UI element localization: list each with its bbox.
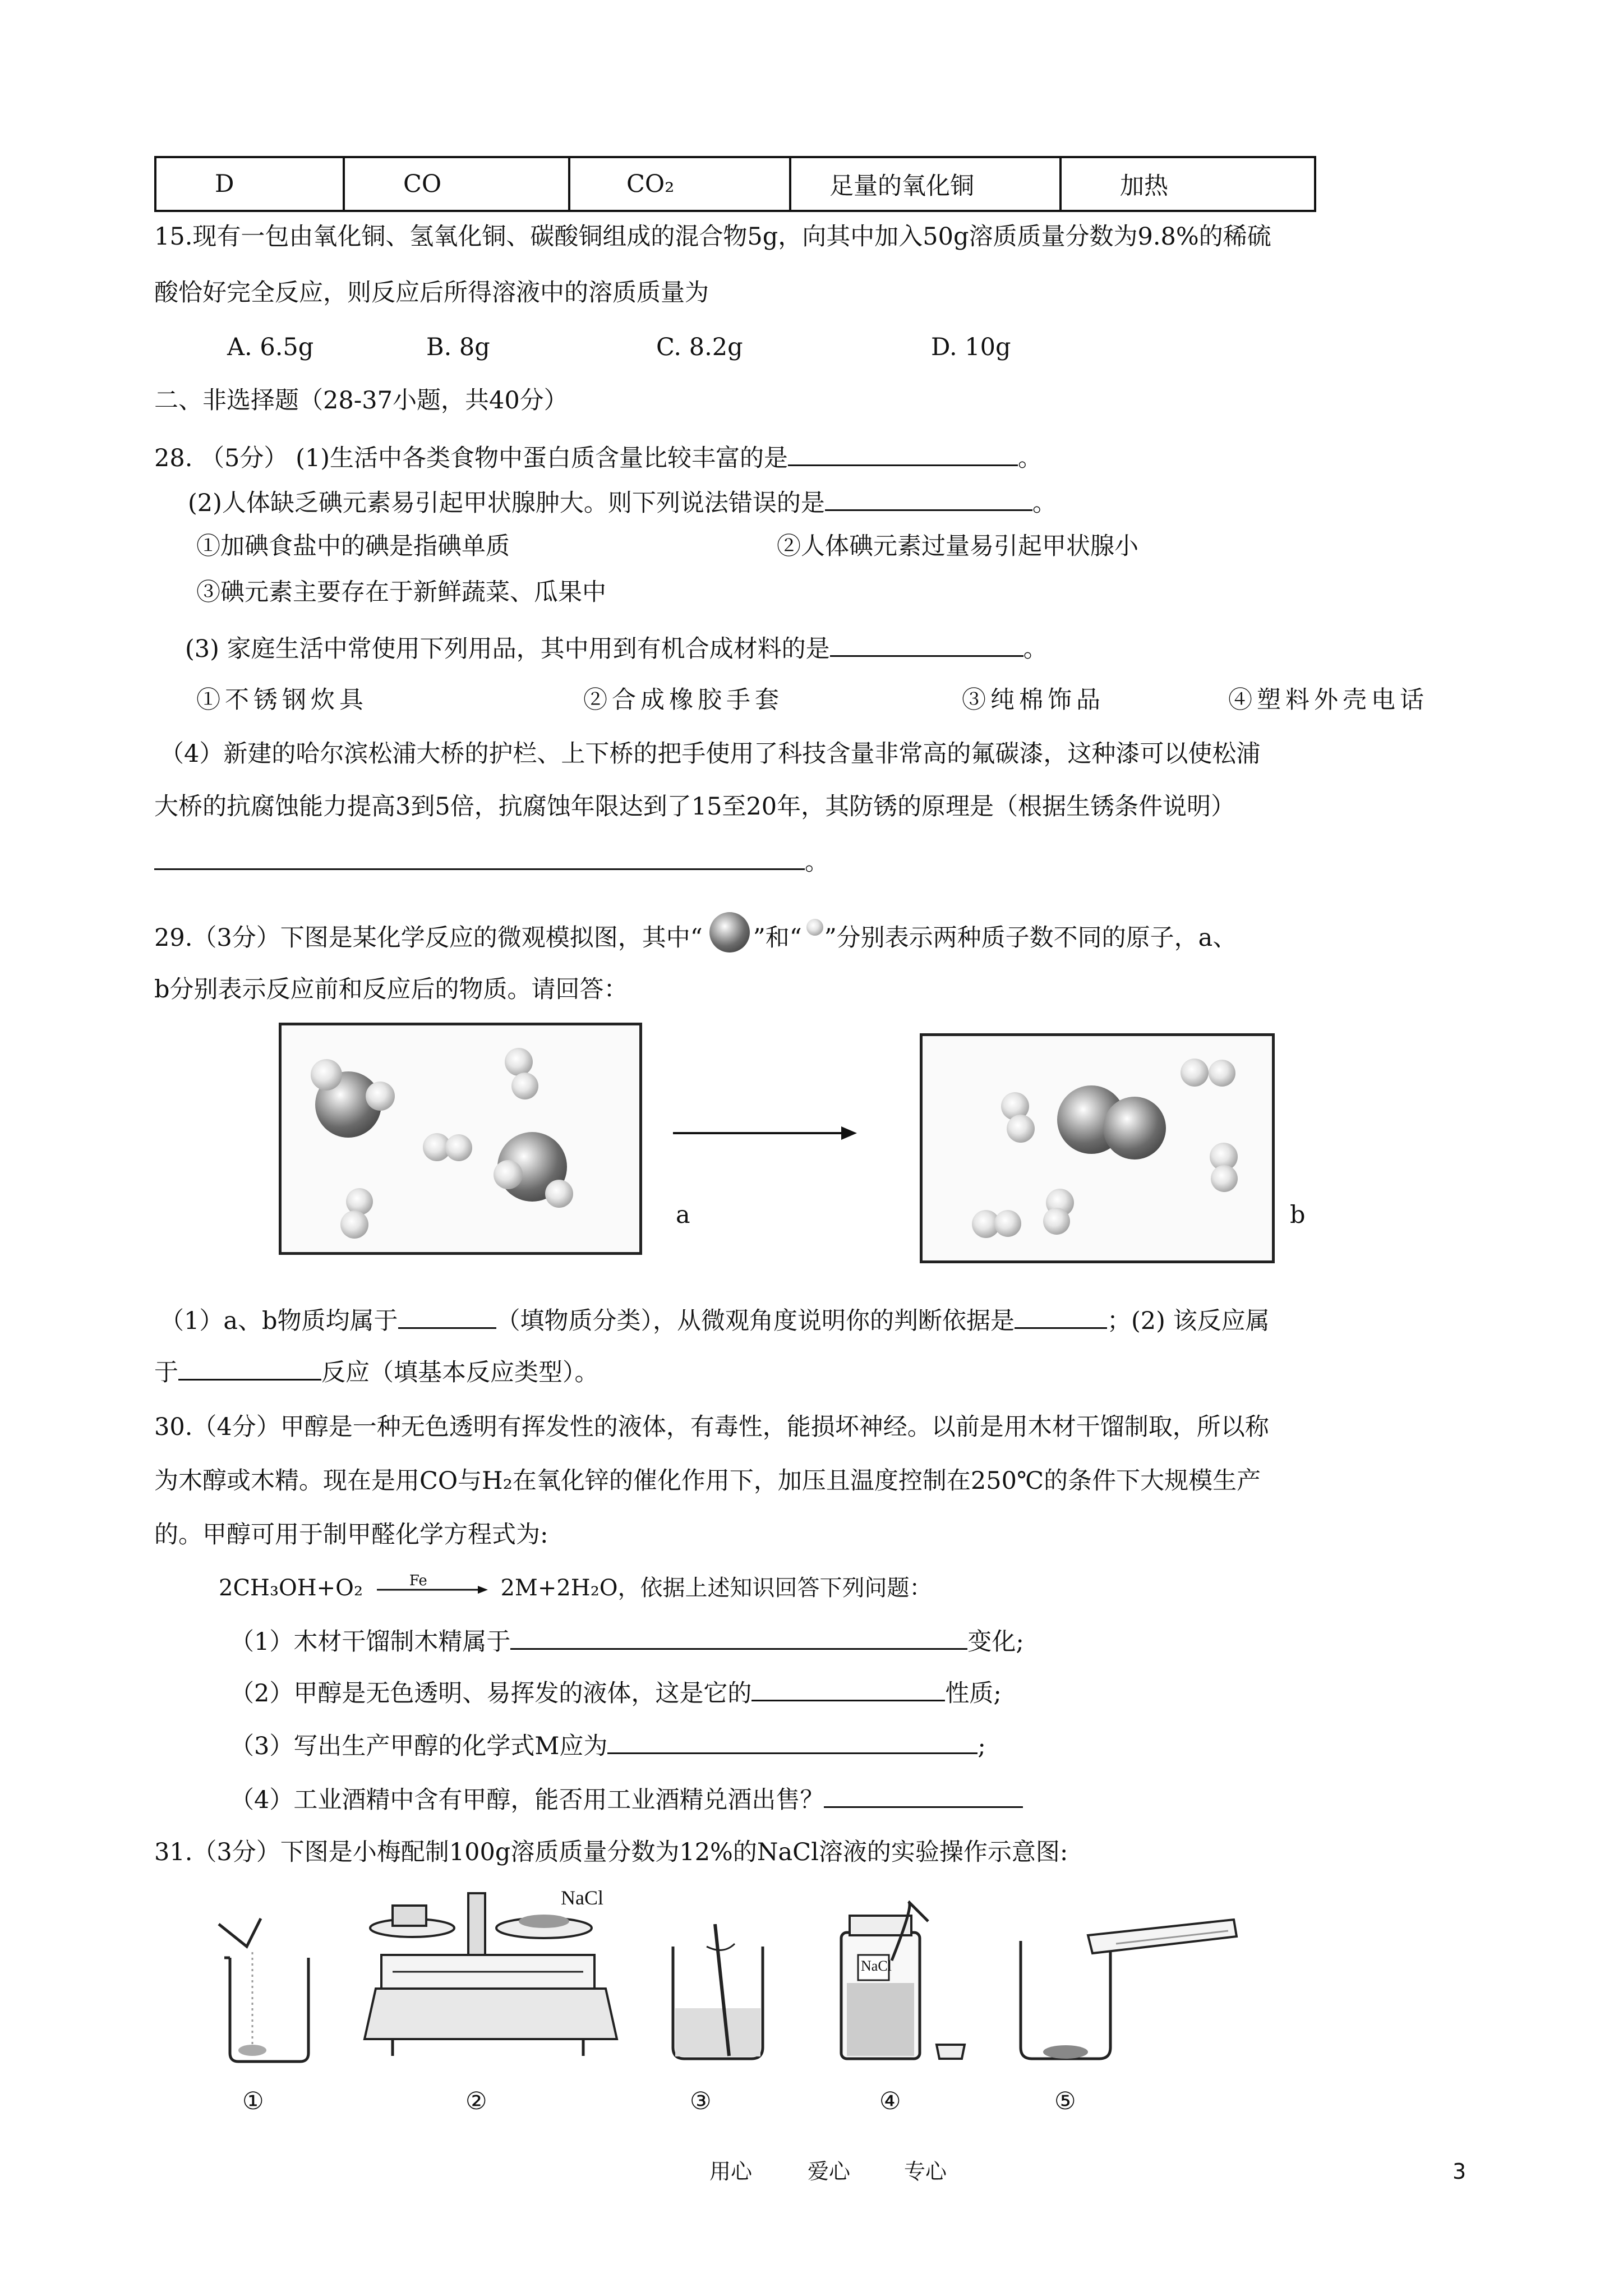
- jar-label: NaCl: [861, 1958, 892, 1974]
- table-cell: CO₂: [569, 157, 790, 211]
- light-atom-icon: [1209, 1060, 1235, 1087]
- q30-sub2: [230, 1677, 1002, 1708]
- nacl-scale-label: NaCl: [561, 1887, 603, 1909]
- q28-option-1: ①加碘食盐中的碘是指碘单质: [196, 532, 510, 560]
- q15-option-a: A. 6.5g: [227, 333, 314, 361]
- q29-q-text-d: 于: [154, 1359, 178, 1387]
- q15-option-c: C. 8.2g: [656, 333, 743, 361]
- q28-item-1: ①不锈钢炊具: [196, 686, 368, 714]
- answer-blank[interactable]: [178, 1356, 321, 1381]
- table-cell: D: [155, 157, 344, 211]
- q28-part3: [185, 633, 1048, 664]
- reagent-jar-icon: [830, 1899, 976, 2067]
- q28-item-3: ③纯棉饰品: [962, 686, 1105, 714]
- q30-sub1: [230, 1626, 1024, 1657]
- dark-atom-icon: [1103, 1097, 1166, 1159]
- footer-motto-1: 用心: [709, 2159, 753, 2184]
- q28-item-2: ②合成橡胶手套: [583, 686, 783, 714]
- q30-sub3-text: （3）写出生产甲醇的化学式M应为: [230, 1732, 608, 1760]
- q29-text-b: ”和“: [753, 924, 802, 952]
- q28-item-4: ④塑料外壳电话: [1228, 686, 1428, 714]
- answer-blank[interactable]: [825, 487, 1032, 511]
- q29-line1: [154, 923, 1237, 953]
- q29-q-text-b: （填物质分类），从微观角度说明你的判断依据是: [496, 1307, 1015, 1335]
- q30-line3: 的。甲醇可用于制甲醛化学方程式为:: [154, 1521, 548, 1549]
- light-atom-icon: [802, 923, 824, 946]
- light-atom-icon: [545, 1180, 573, 1208]
- q30-sub4: [230, 1784, 1023, 1815]
- step-label-4: ④: [879, 2087, 901, 2115]
- q29-question-line1: [160, 1305, 1270, 1336]
- q29-line2: b分别表示反应前和反应后的物质。请回答：: [154, 976, 628, 1004]
- light-atom-icon: [511, 1073, 538, 1099]
- period: 。: [805, 848, 829, 876]
- q29-q-text-e: 反应（填基本反应类型）。: [321, 1359, 599, 1387]
- table-cell: CO: [344, 157, 569, 211]
- q28-option-3: ③碘元素主要存在于新鲜蔬菜、瓜果中: [196, 578, 606, 606]
- q30-sub2-end: 性质;: [945, 1680, 1002, 1708]
- answer-blank[interactable]: [154, 846, 805, 870]
- answer-blank[interactable]: [824, 1784, 1023, 1808]
- footer-motto-3: 专心: [904, 2159, 947, 2184]
- q29-question-line2: [154, 1356, 599, 1387]
- light-atom-icon: [311, 1059, 342, 1091]
- q28-part4-line1: （4）新建的哈尔滨松浦大桥的护栏、上下桥的把手使用了科技含量非常高的氟碳漆，这种漆可以使松浦: [160, 740, 1261, 768]
- q15-option-d: D. 10g: [931, 333, 1011, 361]
- beaker-cylinder-icon: [1009, 1918, 1245, 2070]
- label-b: b: [1290, 1201, 1306, 1229]
- period: 。: [1018, 444, 1042, 472]
- answer-blank[interactable]: [830, 633, 1023, 657]
- q15-option-b: B. 8g: [426, 333, 490, 361]
- light-atom-icon: [445, 1134, 472, 1161]
- table-row: [155, 157, 1315, 211]
- q29-text-a: 29.（3分）下图是某化学反应的微观模拟图，其中“: [154, 924, 703, 952]
- q28-part2: [188, 487, 1057, 518]
- step-label-1: ①: [242, 2087, 264, 2115]
- reaction-arrow-icon: [673, 1122, 858, 1144]
- light-atom-icon: [1043, 1208, 1070, 1235]
- step-label-5: ⑤: [1054, 2087, 1076, 2115]
- light-atom-icon: [340, 1211, 368, 1239]
- q15-line1: 15.现有一包由氧化铜、氢氧化铜、碳酸铜组成的混合物5g，向其中加入50g溶质质量分数为9.8%的稀硫: [154, 223, 1271, 251]
- light-atom-icon: [366, 1082, 395, 1111]
- q30-sub3-end: ;: [978, 1732, 986, 1760]
- table-cell: 足量的氧化铜: [790, 157, 1061, 211]
- q29-q-text-a: （1）a、b物质均属于: [160, 1307, 398, 1335]
- q30-line1: 30.（4分）甲醇是一种无色透明有挥发性的液体，有毒性，能损坏神经。以前是用木材干馏制取，所以称: [154, 1413, 1269, 1441]
- light-atom-icon: [1211, 1165, 1238, 1192]
- equation-right: 2M+2H₂O，依据上述知识回答下列问题：: [500, 1575, 932, 1601]
- beaker-pour-icon: [208, 1902, 320, 2070]
- q28-part4-line2: 大桥的抗腐蚀能力提高3到5倍，抗腐蚀年限达到了15至20年，其防锈的原理是（根据生锈条件说明）: [154, 793, 1235, 821]
- label-a: a: [676, 1201, 690, 1229]
- step-label-3: ③: [690, 2087, 712, 2115]
- equation-left: 2CH₃OH+O₂: [219, 1575, 363, 1601]
- step-label-2: ②: [465, 2087, 487, 2115]
- catalyst-label: Fe: [409, 1572, 427, 1589]
- dark-atom-icon: [703, 923, 753, 946]
- period: 。: [1032, 489, 1057, 517]
- light-atom-icon: [1007, 1115, 1035, 1143]
- q29-text-c: ”分别表示两种质子数不同的原子，a、: [824, 924, 1237, 952]
- page-number: 3: [1453, 2159, 1467, 2184]
- answer-blank[interactable]: [607, 1730, 978, 1754]
- q31-line1: 31.（3分）下图是小梅配制100g溶质质量分数为12%的NaCl溶液的实验操作示意图:: [154, 1838, 1068, 1866]
- light-atom-icon: [1181, 1059, 1209, 1087]
- q30-sub1-text: （1）木材干馏制木精属于: [230, 1628, 511, 1656]
- q30-line2: 为木醇或木精。现在是用CO与H₂在氧化锌的催化作用下，加压且温度控制在250℃的条件下大规模生产: [154, 1467, 1261, 1495]
- q30-sub4-text: （4）工业酒精中含有甲醇，能否用工业酒精兑酒出售？: [230, 1786, 824, 1814]
- light-atom-icon: [505, 1048, 533, 1076]
- table-cell: 加热: [1061, 157, 1315, 211]
- q30-sub1-end: 变化;: [967, 1628, 1024, 1656]
- section-heading: 二、非选择题（28-37小题，共40分）: [154, 386, 568, 415]
- product-box-b: [920, 1033, 1275, 1263]
- q30-sub2-text: （2）甲醇是无色透明、易挥发的液体，这是它的: [230, 1680, 752, 1708]
- q28-option-2: ②人体碘元素过量易引起甲状腺小: [777, 532, 1138, 560]
- q28-part2-text: (2)人体缺乏碘元素易引起甲状腺肿大。则下列说法错误的是: [188, 489, 825, 517]
- answer-blank[interactable]: [788, 442, 1018, 466]
- reactant-box-a: [279, 1023, 642, 1255]
- q29-q-text-c: ；(2) 该反应属: [1107, 1307, 1270, 1335]
- reagent-table: [154, 156, 1316, 212]
- answer-blank[interactable]: [1015, 1305, 1107, 1329]
- chemical-equation: [219, 1573, 932, 1603]
- q28-part3-text: (3) 家庭生活中常使用下列用品，其中用到有机合成材料的是: [185, 635, 830, 663]
- beaker-stir-icon: [662, 1924, 774, 2070]
- catalyst-arrow-icon: [370, 1572, 494, 1601]
- q30-sub3: [230, 1730, 986, 1761]
- answer-blank[interactable]: [751, 1677, 945, 1701]
- balance-scale-icon: [359, 1882, 623, 2073]
- answer-blank[interactable]: [398, 1305, 496, 1329]
- light-atom-icon: [494, 1160, 523, 1189]
- q28-part4-line3: [154, 846, 829, 877]
- footer-motto-2: 爱心: [808, 2159, 851, 2184]
- light-atom-icon: [994, 1210, 1021, 1237]
- q28-part1-text: 28. （5分） (1)生活中各类食物中蛋白质含量比较丰富的是: [154, 444, 788, 472]
- q28-part1: [154, 442, 1042, 473]
- answer-blank[interactable]: [510, 1626, 967, 1650]
- q15-line2: 酸恰好完全反应，则反应后所得溶液中的溶质质量为: [154, 279, 709, 307]
- period: 。: [1023, 635, 1048, 663]
